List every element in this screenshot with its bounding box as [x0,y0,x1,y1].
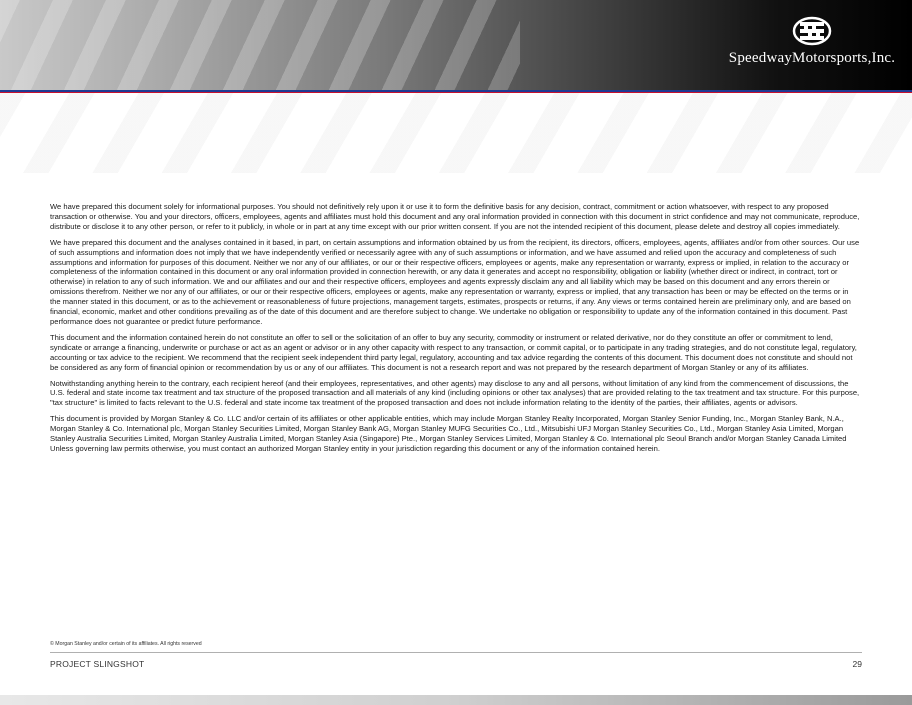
footer-divider [50,652,862,653]
page-number: 29 [852,659,862,669]
bottom-bar [0,695,912,705]
copyright-notice: © Morgan Stanley and/or certain of its affiliates. All rights reserved [50,641,202,647]
project-name: PROJECT SLINGSHOT [50,659,145,669]
disclaimer-paragraph: This document is provided by Morgan Stanley & Co. LLC and/or certain of its affiliates or other applicable entities, which may include Morgan Stanley Realty Incorporated, Morgan Stanley Senior Funding, Inc., Morgan Stanley Bank, N.A., Morgan Stanley & Co. International plc, Morgan Stanley Securities Limited, Morgan Stanley Bank AG, Morgan Stanley MUFG Securities Co., Ltd., Mitsubishi UFJ Morgan Stanley Securities Co., Ltd., Morgan Stanley Asia Limited, Morgan Stanley Australia Securities Limited, Morgan Stanley Australia Limited, Morgan Stanley Asia (Singapore) Pte., Morgan Stanley Services Limited, Morgan Stanley & Co. International plc Seoul Branch and/or Morgan Stanley Canada Limited Unless governing law permits otherwise, you must contact an authorized Morgan Stanley entity in your jurisdiction regarding this document or any of the information contained herein. [50,414,847,453]
disclaimer-paragraph: We have prepared this document solely for informational purposes. You should not definitively rely upon it or use it to form the definitive basis for any decision, contract, commitment or action whatsoever, with respect to any proposed transaction or otherwise. You and your directors, officers, employees, agents and affiliates must hold this document and any oral information provided in connection with this document in strict confidence and may not communicate, reproduce, distribute or disclose it to any other person, or refer to it publicly, in whole or in part at any time except with our prior written consent. If you are not the intended recipient of this document, please delete and destroy all copies immediately. [50,202,860,231]
logo-text: SpeedwayMotorsports,Inc. [728,50,896,66]
disclaimer-paragraph: This document and the information contained herein do not constitute an offer to sell or the solicitation of an offer to buy any security, commodity or instrument or related derivative, nor do they constitute an offer or commitment to lend, syndicate or arrange a financing, underwrite or purchase or act as an agent or advisor or in any other capacity with respect to any transaction, or commit capital, or to participate in any trading strategies, and do not constitute legal, regulatory, accounting or tax advice to the recipient. We recommend that the recipient seek independent third party legal, regulatory, accounting and tax advice regarding the contents of this document. This document does not constitute and should not be considered as any form of financial opinion or recommendation by us or any of our affiliates. This document is not a research report and was not prepared by the research department of Morgan Stanley or any of its affiliates. [50,332,857,372]
disclaimer-paragraph: We have prepared this document and the analyses contained in it based, in part, on certain assumptions and information obtained by us from the recipient, its directors, officers, employees, agents, affiliates and/or from other sources. Our use of such assumptions and information does not imply that we have independently verified or necessarily agree with any of such assumptions or information, and we have assumed and relied upon the accuracy and completeness of such assumptions and information for purposes of this document. Neither we nor any of our affiliates, or our or their respective officers, employees or agents, make any representation or warranty, express or implied, in relation to the accuracy or completeness of the information contained in this document or any oral information provided in connection herewith, or any data it generates and accept no responsibility, obligation or liability (whether direct or indirect, in contract, tort or otherwise) in relation to any of such information. We and our affiliates and our and their respective officers, employees and agents expressly disclaim any and all liability which may be based on this document and any errors therein or omissions therefrom. Neither we nor any of our affiliates, or our or their respective officers, employees or agents, make any representation or warranty, express or implied, that any transaction has been or may be effected on the terms or in the manner stated in this document, or as to the achievement or reasonableness of future projections, management targets, estimates, prospects or returns, if any. Any views or terms contained herein are preliminary only, and are based on financial, economic, market and other conditions prevailing as of the date of this document and are therefore subject to change. We undertake no obligation or responsibility to update any of the information contained in this document. Past performance does not guarantee or predict future performance. [50,237,860,326]
company-logo [728,16,896,76]
header-swoosh [0,93,912,173]
header-banner [0,0,912,90]
checkered-flag-icon [792,16,832,46]
disclaimer-paragraph: Notwithstanding anything herein to the contrary, each recipient hereof (and their employees, representatives, and other agents) may disclose to any and all persons, without limitation of any kind from the commencement of discussions, the U.S. federal and state income tax treatment and tax structure of the proposed transaction and all materials of any kind (including opinions or other tax analyses) that are provided relating to the tax treatment and tax structure. For this purpose, "tax structure" is limited to facts relevant to the U.S. federal and state income tax treatment of the proposed transaction and does not include information relating to the identity of the parties, their affiliates, agents or advisors. [50,378,860,408]
disclaimer-body [50,202,860,460]
